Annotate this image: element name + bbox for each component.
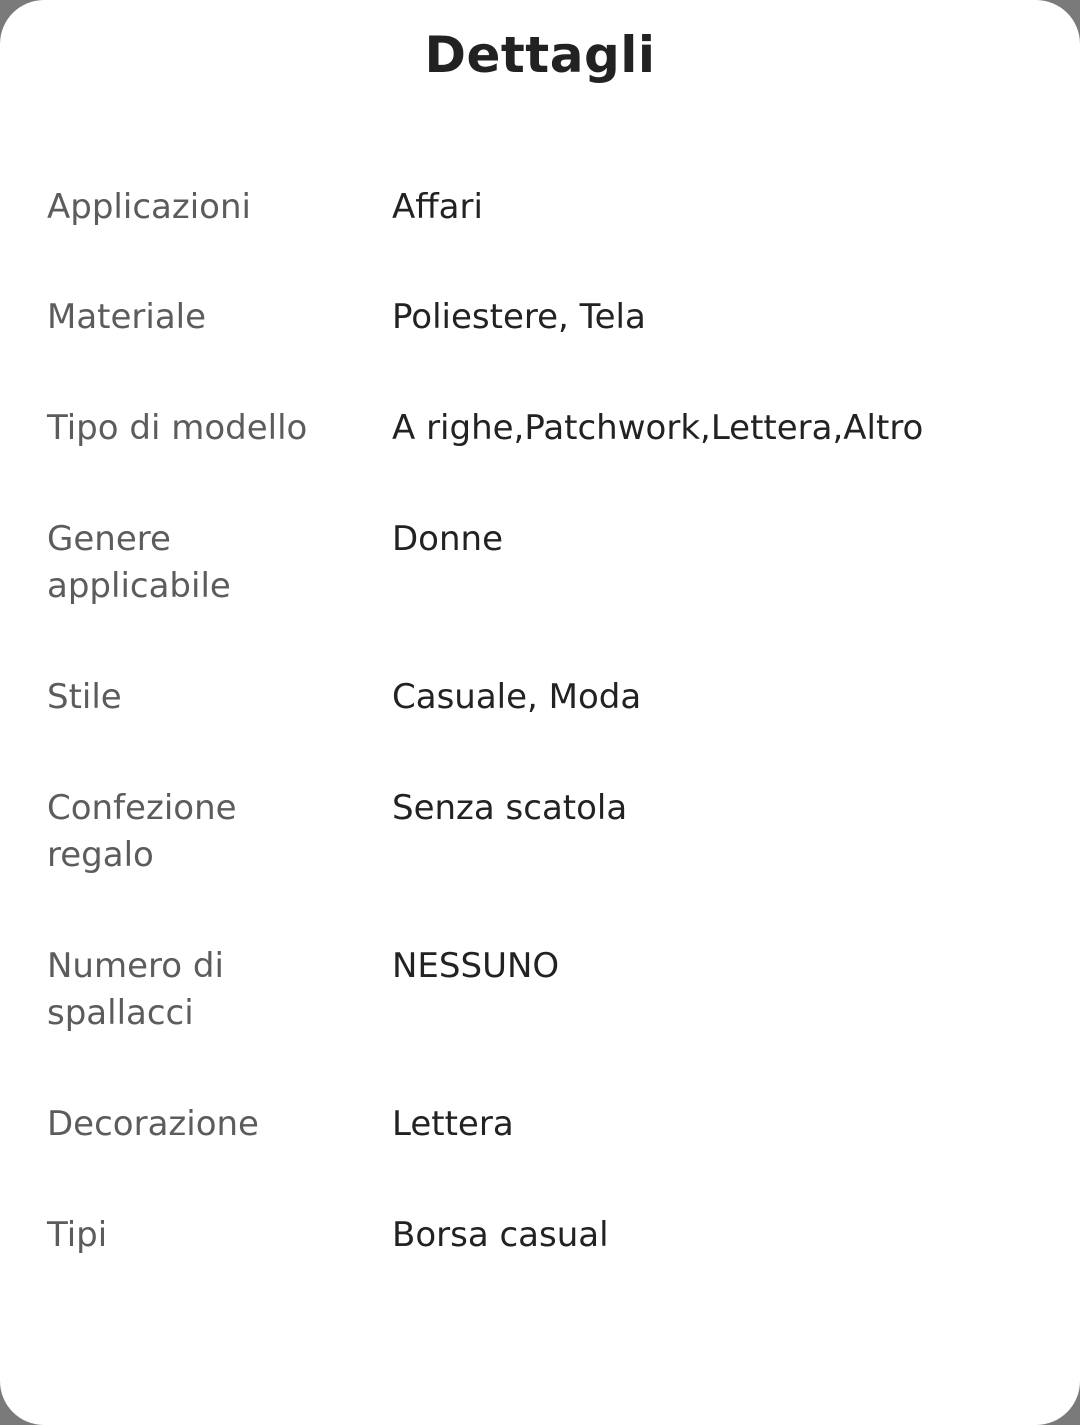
detail-value: Senza scatola bbox=[392, 788, 628, 828]
detail-label: Tipo di modello bbox=[47, 408, 308, 448]
sheet-title: Dettagli bbox=[424, 26, 656, 84]
detail-value: Poliestere, Tela bbox=[392, 297, 646, 337]
detail-label: Decorazione bbox=[47, 1104, 259, 1144]
detail-value: Affari bbox=[392, 187, 483, 227]
detail-label: Numero di spallacci bbox=[47, 946, 224, 1033]
detail-label: Confezione regalo bbox=[47, 788, 237, 875]
detail-label: Tipi bbox=[47, 1215, 108, 1255]
detail-value: Borsa casual bbox=[392, 1215, 609, 1255]
detail-label: Applicazioni bbox=[47, 187, 251, 227]
detail-value: Casuale, Moda bbox=[392, 677, 642, 717]
detail-value: Lettera bbox=[392, 1104, 514, 1144]
detail-label: Genere applicabile bbox=[47, 519, 231, 606]
detail-value: Donne bbox=[392, 519, 503, 559]
detail-value: NESSUNO bbox=[392, 946, 560, 986]
detail-label: Stile bbox=[47, 677, 122, 717]
detail-value: A righe,Patchwork,Lettera,Altro bbox=[392, 408, 924, 448]
detail-label: Materiale bbox=[47, 297, 207, 337]
